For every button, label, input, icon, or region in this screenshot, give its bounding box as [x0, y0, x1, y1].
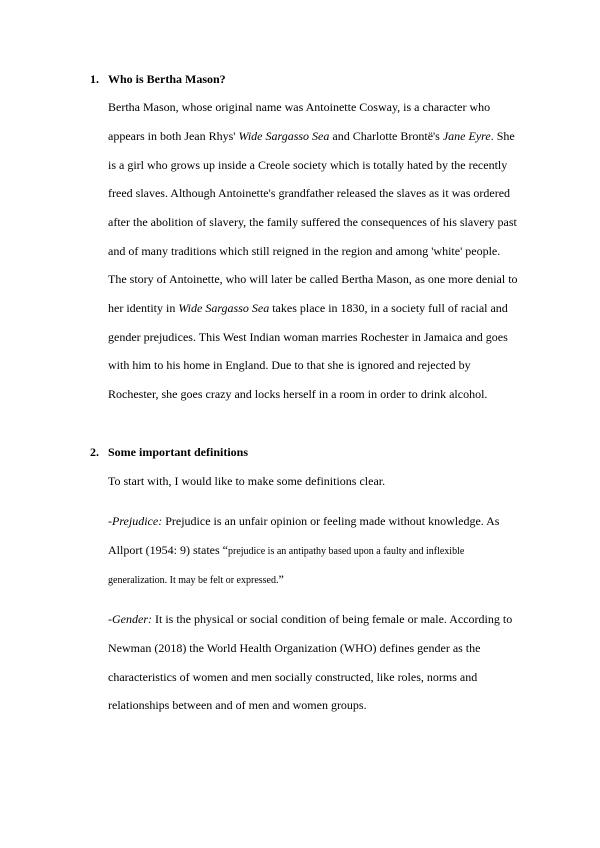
paragraph-line: gender prejudices. This West Indian woman marries Rochester in Jamaica and goes: [108, 330, 508, 344]
section-1-heading: [90, 72, 226, 87]
definition-gender: -Gender: It is the physical or social condition of being female or male. According to: [108, 612, 513, 626]
book-title: Jane Eyre: [442, 129, 491, 143]
paragraph-line: Allport (1954: 9) states “prejudice is an antipathy based upon a faulty and inflexible: [108, 543, 465, 557]
paragraph-line: Bertha Mason, whose original name was Antoinette Cosway, is a character who: [108, 100, 491, 114]
definition-label: -Gender:: [108, 612, 152, 626]
paragraph-line: The story of Antoinette, who will later be called Bertha Mason, as one more denial to: [108, 272, 518, 286]
section-2-number: 2.: [90, 445, 99, 459]
paragraph-line: after the abolition of slavery, the family suffered the consequences of his slavery past: [108, 215, 517, 229]
paragraph-line: relationships between and of men and women groups.: [108, 698, 367, 712]
paragraph-line: characteristics of women and men socially constructed, like roles, norms and: [108, 670, 478, 684]
paragraph-line: generalization. It may be felt or expressed.”: [108, 572, 284, 586]
definition-label: -Prejudice:: [108, 514, 163, 528]
quote-text: generalization. It may be felt or expressed.: [108, 575, 279, 586]
paragraph-line: is a girl who grows up inside a Creole society which is totally hated by the recently: [108, 158, 508, 172]
paragraph-line: Newman (2018) the World Health Organization (WHO) defines gender as the: [108, 641, 481, 655]
definition-prejudice: -Prejudice: Prejudice is an unfair opinion or feeling made without knowledge. As: [108, 514, 500, 528]
paragraph-line: with him to his home in England. Due to that she is ignored and rejected by: [108, 358, 471, 372]
section-1-title: Who is Bertha Mason?: [108, 72, 226, 86]
quote-text: prejudice is an antipathy based upon a faulty and inflexible: [227, 546, 465, 557]
book-title: Wide Sargasso Sea: [178, 301, 270, 315]
section-2-heading: [90, 445, 248, 460]
paragraph-line: her identity in Wide Sargasso Sea takes place in 1830, in a society full of racial and: [108, 301, 508, 315]
section-1-number: 1.: [90, 72, 99, 86]
paragraph-line: freed slaves. Although Antoinette's grandfather released the slaves as it was ordered: [108, 186, 511, 200]
paragraph-line: and of many traditions which still reigned in the region and among 'white' people.: [108, 244, 501, 258]
section-2-intro: To start with, I would like to make some definitions clear.: [108, 474, 386, 488]
section-2-title: Some important definitions: [108, 445, 249, 459]
paragraph-line: Rochester, she goes crazy and locks herself in a room in order to drink alcohol.: [108, 387, 488, 401]
book-title: Wide Sargasso Sea: [238, 129, 330, 143]
paragraph-line: appears in both Jean Rhys' Wide Sargasso Sea and Charlotte Brontë's Jane Eyre. She: [108, 129, 515, 143]
